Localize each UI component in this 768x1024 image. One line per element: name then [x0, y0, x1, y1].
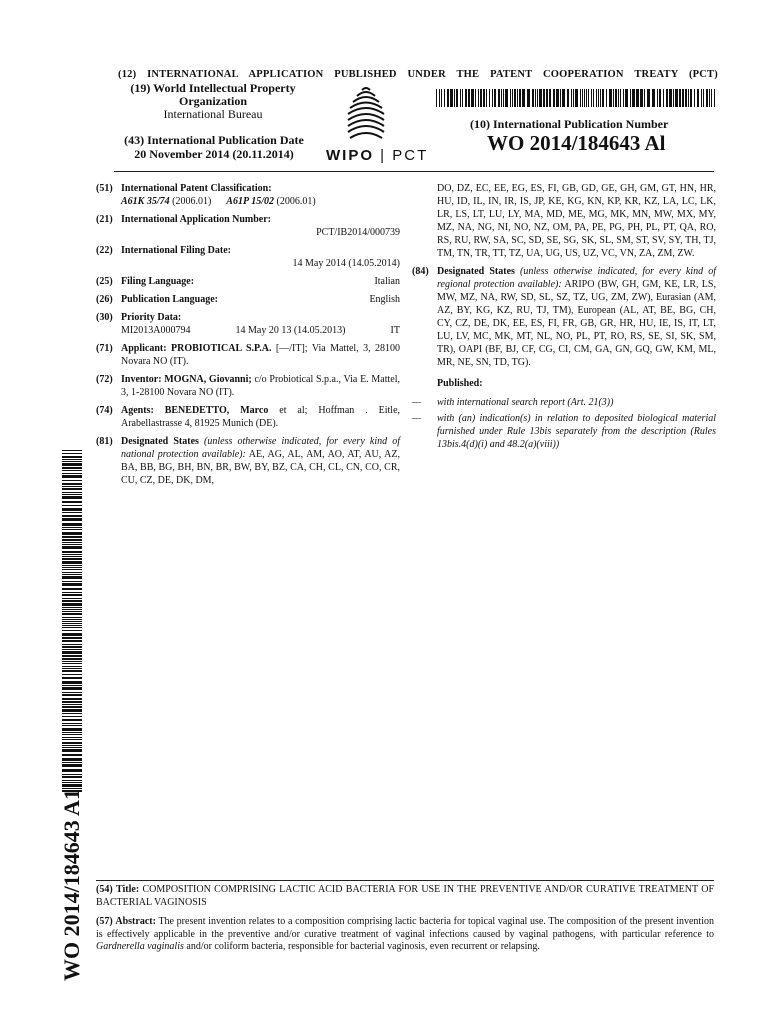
- barcode-bar: [623, 89, 624, 107]
- barcode-bar: [62, 581, 82, 582]
- published-item: [412, 396, 716, 409]
- barcode-bar: [62, 561, 82, 564]
- barcode-bar: [62, 661, 82, 662]
- priority-app: MI2013A000794: [121, 325, 191, 336]
- field-22-num: (22): [96, 245, 113, 256]
- barcode-bar: [701, 89, 702, 107]
- barcode-bar: [62, 625, 82, 626]
- barcode-bar: [62, 681, 82, 684]
- org-line-2: Organization: [179, 94, 247, 108]
- barcode-bar: [62, 567, 82, 568]
- barcode-bar: [673, 89, 674, 107]
- barcode-bar: [62, 463, 82, 466]
- barcode-bar: [62, 764, 82, 767]
- field-21-num: (21): [96, 214, 113, 225]
- barcode-bar: [62, 483, 82, 485]
- barcode-bar: [62, 747, 82, 748]
- barcode-bar: [62, 725, 82, 726]
- barcode-bar: [62, 784, 82, 787]
- barcode-bar: [62, 539, 82, 541]
- barcode-bar: [62, 701, 82, 703]
- barcode-bar: [675, 89, 678, 107]
- barcode-bar: [62, 776, 82, 778]
- barcode-bar: [644, 89, 645, 107]
- barcode-bar: [62, 556, 82, 557]
- barcode-bar: [62, 551, 82, 553]
- barcode-bar: [62, 719, 82, 721]
- abstract-organism: Gardnerella vaginalis: [96, 941, 184, 952]
- barcode-bar: [436, 89, 437, 107]
- barcode-bar: [685, 89, 687, 107]
- barcode-bar: [522, 89, 525, 107]
- barcode-bar: [62, 758, 82, 761]
- barcode-bar: [62, 637, 82, 639]
- barcode-bar: [62, 762, 82, 763]
- abstract-text-2: and/or coliform bacteria, responsible for bacterial vaginosis, even recurrent or relapsing.: [186, 941, 540, 952]
- barcode-bar: [62, 558, 82, 560]
- barcode-bar: [62, 627, 82, 628]
- barcode-bar: [62, 453, 82, 454]
- ipc-class-1: A61K 35/74: [121, 196, 170, 207]
- barcode-bar: [62, 677, 82, 679]
- barcode-bar: [62, 663, 82, 664]
- barcode-bar: [62, 583, 82, 586]
- barcode-bar: [62, 576, 82, 579]
- barcode-bar: [62, 685, 82, 686]
- barcode-bar: [62, 633, 82, 636]
- barcode-bar: [62, 518, 82, 521]
- barcode-bar: [532, 89, 534, 107]
- barcode-bar: [456, 89, 458, 107]
- field-51-num: (51): [96, 183, 113, 194]
- barcode-bar: [694, 89, 695, 107]
- barcode-bar: [62, 617, 82, 618]
- field-26-num: (26): [96, 294, 113, 305]
- field-84: [412, 265, 716, 369]
- barcode-bar: [62, 588, 82, 590]
- abstract-num: (57): [96, 916, 113, 927]
- barcode-bar: [591, 89, 592, 107]
- barcode-bar: [62, 542, 82, 543]
- barcode-bar: [450, 89, 453, 107]
- barcode-bar: [62, 666, 82, 667]
- barcode-bar: [588, 89, 589, 107]
- barcode-bar: [630, 89, 631, 107]
- barcode-bar: [62, 613, 82, 615]
- barcode-bar: [613, 89, 614, 107]
- abstract-label: Abstract:: [115, 916, 156, 927]
- pub-number-label: (10) International Publication Number: [470, 117, 669, 131]
- barcode-bar: [62, 536, 82, 538]
- barcode-bar: [62, 492, 82, 493]
- barcode-bar: [666, 89, 668, 107]
- barcode-bar: [657, 89, 658, 107]
- barcode-bar: [625, 89, 628, 107]
- ipc-class-2: A61P 15/02: [226, 196, 274, 207]
- barcode-bar: [62, 470, 82, 471]
- barcode-bar: [62, 621, 82, 622]
- barcode-bar: [62, 754, 82, 756]
- field-25-label: Filing Language:: [121, 276, 195, 287]
- barcode-bar: [62, 527, 82, 528]
- barcode-bar: [596, 89, 597, 107]
- barcode-bar: [62, 692, 82, 693]
- field-22-label: International Filing Date:: [121, 245, 231, 256]
- field-81-num: (81): [96, 436, 113, 447]
- top-barcode-icon: [436, 89, 716, 107]
- field-81: [96, 435, 400, 487]
- barcode-bar: [62, 734, 82, 735]
- barcode-bar: [475, 89, 476, 107]
- barcode-bar: [505, 89, 508, 107]
- barcode-bar: [615, 89, 617, 107]
- barcode-bar: [62, 737, 82, 738]
- barcode-bar: [62, 694, 82, 696]
- barcode-bar: [600, 89, 601, 107]
- barcode-bar: [62, 569, 82, 570]
- barcode-bar: [659, 89, 661, 107]
- publication-language: English: [369, 294, 400, 305]
- barcode-bar: [62, 475, 82, 478]
- barcode-bar: [556, 89, 559, 107]
- field-25: [96, 275, 400, 288]
- abstract-text-1: The present invention relates to a composition comprising lactic bacteria for topical vaginal use. The composition of the present invention is effectively applicable in the preventive and/or curative treatment of vaginal infections caused by vaginal pathogens, with particular reference to: [96, 916, 714, 940]
- barcode-bar: [549, 89, 551, 107]
- barcode-bar: [682, 89, 684, 107]
- barcode-bar: [543, 89, 545, 107]
- field-72: [96, 373, 400, 399]
- barcode-bar: [609, 89, 612, 107]
- barcode-bar: [62, 600, 82, 602]
- barcode-bar: [62, 565, 82, 566]
- barcode-bar: [598, 89, 599, 107]
- barcode-bar: [539, 89, 542, 107]
- barcode-bar: [679, 89, 681, 107]
- barcode-bar: [663, 89, 664, 107]
- barcode-bar: [640, 89, 643, 107]
- field-84-label: Designated States: [437, 266, 515, 277]
- barcode-bar: [489, 89, 490, 107]
- side-barcode-icon: [62, 450, 82, 792]
- barcode-bar: [501, 89, 502, 107]
- field-81-qualifier: (unless otherwise indicated, for every kind of national protection available):: [121, 436, 400, 460]
- field-25-num: (25): [96, 276, 113, 287]
- barcode-bar: [62, 609, 82, 610]
- agent-name: BENEDETTO, Marco: [164, 405, 269, 416]
- field-72-label: Inventor:: [121, 374, 162, 385]
- field-74-num: (74): [96, 405, 113, 416]
- barcode-bar: [62, 450, 82, 451]
- filing-date: 14 May 2014 (14.05.2014): [292, 258, 400, 269]
- field-26: [96, 293, 400, 306]
- header-top-line: (12) INTERNATIONAL APPLICATION PUBLISHED UNDER THE PATENT COOPERATION TREATY (PCT): [118, 69, 718, 80]
- barcode-bar: [606, 89, 607, 107]
- abstract-section: [96, 916, 714, 954]
- barcode-bar: [527, 89, 530, 107]
- barcode-bar: [62, 486, 82, 487]
- pub-date-value: 20 November 2014 (20.11.2014): [134, 147, 294, 161]
- field-71-label: Applicant:: [121, 343, 167, 354]
- agent-address: et al; Hoffman . Eitle, Arabellastrasse 4, 81925 Munich (DE).: [121, 405, 401, 429]
- title-label: Title:: [116, 884, 140, 895]
- field-74: [96, 404, 400, 430]
- barcode-bar: [62, 704, 82, 705]
- barcode-bar: [62, 496, 82, 499]
- barcode-bar: [62, 780, 82, 781]
- vertical-publication-number: [59, 789, 84, 981]
- barcode-bar: [494, 89, 496, 107]
- barcode-bar: [546, 89, 548, 107]
- barcode-bar: [62, 646, 82, 648]
- barcode-bar: [62, 501, 82, 503]
- barcode-bar: [553, 89, 555, 107]
- published-label: Published:: [437, 378, 483, 389]
- ipc-class-1-date: (2006.01): [172, 196, 212, 207]
- header-divider: [114, 171, 714, 172]
- barcode-bar: [62, 544, 82, 545]
- field-74-label: Agents:: [121, 405, 154, 416]
- dash: —: [412, 397, 421, 408]
- barcode-bar: [537, 89, 538, 107]
- vertical-number-text: WO 2014/184643 A1: [59, 789, 84, 981]
- published-item-text: with (an) indication(s) in relation to deposited biological material furnished under Rule 13bis separately from the description (Rules 13bis.4(d)(i) and 48.2(a)(viii)): [437, 413, 716, 450]
- barcode-bar: [62, 456, 82, 458]
- barcode-bar: [441, 89, 442, 107]
- barcode-bar: [62, 769, 82, 772]
- barcode-bar: [62, 739, 82, 740]
- barcode-bar: [62, 732, 82, 733]
- barcode-bar: [62, 655, 82, 657]
- barcode-bar: [714, 89, 715, 107]
- field-72-num: (72): [96, 374, 113, 385]
- org-line-3: International Bureau: [163, 107, 263, 121]
- barcode-bar: [480, 89, 482, 107]
- barcode-bar: [462, 89, 463, 107]
- barcode-bar: [439, 89, 440, 107]
- barcode-bar: [503, 89, 504, 107]
- field-51-label: International Patent Classification:: [121, 183, 272, 194]
- filing-language: Italian: [374, 276, 400, 287]
- barcode-bar: [62, 529, 82, 530]
- barcode-bar: [62, 640, 82, 642]
- barcode-bar: [62, 728, 82, 731]
- published-item: [412, 412, 716, 451]
- wipo-logo-text: WIPO | PCT: [326, 147, 429, 164]
- barcode-bar: [62, 508, 82, 511]
- field-21: [96, 213, 400, 239]
- barcode-bar: [560, 89, 561, 107]
- field-84-qualifier: (unless otherwise indicated, for every kind of regional protection available):: [437, 266, 716, 290]
- barcode-bar: [582, 89, 583, 107]
- barcode-bar: [62, 603, 82, 606]
- barcode-bar: [465, 89, 467, 107]
- barcode-bar: [62, 459, 82, 460]
- barcode-bar: [618, 89, 619, 107]
- barcode-bar: [62, 488, 82, 490]
- barcode-bar: [62, 706, 82, 708]
- pub-number: WO 2014/184643 Al: [487, 131, 666, 155]
- barcode-bar: [62, 592, 82, 593]
- barcode-bar: [517, 89, 518, 107]
- field-30: [96, 311, 400, 337]
- barcode-bar: [586, 89, 587, 107]
- barcode-bar: [512, 89, 513, 107]
- field-30-label: Priority Data:: [121, 312, 182, 323]
- pub-date-label: (43) International Publication Date: [124, 133, 304, 147]
- barcode-bar: [514, 89, 516, 107]
- barcode-bar: [62, 698, 82, 700]
- regional-states: ARIPO (BW, GH, GM, KE, LR, LS, MW, MZ, NA, RW, SD, SL, SZ, TZ, UG, ZM, ZW), Eurasian (AM, AZ, BY, KG, KZ, RU, TJ, TM), European (AL, AT, BE, BG, CH, CY, CZ, DE, DK, EE, ES, FI, FR, GB, GR, HR, HU, IE, IS, IT, LT, LU, LV, MC, MK, MT, NL, NO, PL, PT, RO, RS, SE, SI, SK, SM, TR), OAPI (BF, BJ, CF, CG, CI, CM, GA, GN, GQ, GW, KM, ML, MR, NE, SN, TD, TG).: [437, 279, 716, 368]
- field-51: [96, 182, 400, 208]
- barcode-bar: [62, 512, 82, 513]
- barcode-bar: [62, 611, 82, 612]
- barcode-bar: [454, 89, 455, 107]
- barcode-bar: [711, 89, 712, 107]
- field-84-num: (84): [412, 266, 429, 277]
- organization-block: [118, 82, 308, 121]
- barcode-bar: [62, 607, 82, 608]
- barcode-bar: [492, 89, 493, 107]
- barcode-bar: [580, 89, 581, 107]
- barcode-bar: [62, 619, 82, 620]
- barcode-bar: [571, 89, 572, 107]
- field-81-label: Designated States: [121, 436, 199, 447]
- barcode-bar: [498, 89, 500, 107]
- field-71-num: (71): [96, 343, 113, 354]
- barcode-bar: [62, 742, 82, 744]
- barcode-bar: [62, 467, 82, 469]
- pct-word: PCT: [392, 147, 429, 164]
- org-line-1: (19) World Intellectual Property: [130, 81, 296, 95]
- dash: —: [412, 413, 421, 424]
- barcode-bar: [62, 523, 82, 526]
- barcode-bar: [478, 89, 479, 107]
- barcode-bar: [584, 89, 585, 107]
- barcode-bar: [62, 782, 82, 783]
- barcode-bar: [62, 554, 82, 555]
- left-column: [96, 182, 400, 492]
- barcode-bar: [709, 89, 710, 107]
- barcode-bar: [62, 668, 82, 669]
- barcode-bar: [62, 745, 82, 746]
- barcode-bar: [444, 89, 445, 107]
- priority-date: 14 May 20 13 (14.05.2013): [235, 325, 346, 336]
- ipc-class-2-date: (2006.01): [276, 196, 316, 207]
- barcode-bar: [447, 89, 449, 107]
- right-column: [412, 182, 716, 454]
- barcode-bar: [471, 89, 474, 107]
- national-states: AE, AG, AL, AM, AO, AT, AU, AZ, BA, BB, BG, BH, BN, BR, BW, BY, BZ, CA, CH, CL, CN, CO, CR, CU, CZ, DE, DK, DM,: [121, 449, 400, 486]
- barcode-bar: [62, 598, 82, 599]
- field-26-label: Publication Language:: [121, 294, 218, 305]
- national-states-continued: DO, DZ, EC, EE, EG, ES, FI, GB, GD, GE, GH, GM, GT, HN, HR, HU, ID, IL, IN, IR, IS, JP, KE, KG, KN, KP, KR, KZ, LA, LC, LK, LR, LS, LT, LU, LY, MA, MD, ME, MG, MK, MN, MW, MX, MY, MZ, NA, NG, NI, NO, NZ, OM, PA, PE, PG, PH, PL, PT, QA, RO, RS, RU, RW, SA, SC, SD, SE, SG, SK, SL, SM, ST, SV, SY, TH, TJ, TM, TN, TR, TT, TZ, UA, UG, US, UZ, VC, VN, ZA, ZM, ZW.: [437, 183, 716, 259]
- published-item-text: with international search report (Art. 21(3)): [437, 397, 614, 408]
- title-text: COMPOSITION COMPRISING LACTIC ACID BACTERIA FOR USE IN THE PREVENTIVE AND/OR CURATIVE TREATMENT OF BACTERIAL VAGINOSIS: [96, 884, 715, 908]
- barcode-bar: [602, 89, 604, 107]
- applicant-name: PROBIOTICAL S.P.A.: [171, 343, 272, 354]
- barcode-bar: [688, 89, 689, 107]
- barcode-bar: [697, 89, 699, 107]
- field-30-num: (30): [96, 312, 113, 323]
- inventor-address: c/o Probiotical S.p.a., Via E. Mattel, 3, 1-28100 Novara NO (IT).: [121, 374, 401, 398]
- barcode-bar: [62, 546, 82, 549]
- barcode-bar: [62, 687, 82, 690]
- publication-date-block: [114, 133, 314, 161]
- barcode-bar: [62, 630, 82, 631]
- barcode-bar: [62, 658, 82, 660]
- title-num: (54): [96, 884, 113, 895]
- barcode-bar: [62, 574, 82, 575]
- barcode-bar: [62, 532, 82, 535]
- barcode-bar: [575, 89, 578, 107]
- barcode-bar: [706, 89, 708, 107]
- barcode-bar: [62, 644, 82, 645]
- barcode-bar: [620, 89, 621, 107]
- barcode-bar: [486, 89, 487, 107]
- barcode-bar: [632, 89, 635, 107]
- barcode-bar: [62, 713, 82, 714]
- bottom-divider: [96, 880, 714, 881]
- barcode-bar: [510, 89, 511, 107]
- title-section: [96, 884, 714, 909]
- barcode-bar: [62, 572, 82, 573]
- barcode-bar: [567, 89, 569, 107]
- wipo-word: WIPO: [326, 147, 374, 164]
- barcode-bar: [62, 670, 82, 672]
- inventor-name: MOGNA, Giovanni;: [164, 374, 252, 385]
- barcode-bar: [62, 623, 82, 624]
- barcode-bar: [519, 89, 521, 107]
- barcode-bar: [483, 89, 485, 107]
- barcode-bar: [468, 89, 470, 107]
- barcode-bar: [652, 89, 655, 107]
- barcode-bar: [62, 461, 82, 462]
- barcode-bar: [62, 515, 82, 517]
- barcode-bar: [62, 505, 82, 506]
- barcode-bar: [62, 716, 82, 717]
- barcode-bar: [562, 89, 565, 107]
- barcode-bar: [62, 709, 82, 712]
- barcode-bar: [636, 89, 639, 107]
- applicant-address: [—/IT]; Via Mattel, 3, 28100 Novara NO (IT).: [121, 343, 401, 367]
- barcode-bar: [62, 749, 82, 752]
- barcode-bar: [62, 651, 82, 654]
- field-71: [96, 342, 400, 368]
- barcode-bar: [62, 473, 82, 474]
- barcode-bar: [573, 89, 574, 107]
- barcode-bar: [62, 594, 82, 596]
- barcode-bar: [593, 89, 594, 107]
- barcode-bar: [535, 89, 536, 107]
- barcode-bar: [62, 723, 82, 724]
- barcode-bar: [690, 89, 692, 107]
- barcode-bar: [62, 494, 82, 495]
- barcode-bar: [703, 89, 704, 107]
- barcode-bar: [62, 774, 82, 775]
- priority-country: IT: [390, 325, 400, 336]
- barcode-bar: [460, 89, 461, 107]
- barcode-bar: [62, 674, 82, 675]
- barcode-bar: [62, 480, 82, 481]
- application-number: PCT/IB2014/000739: [316, 227, 400, 238]
- barcode-bar: [669, 89, 672, 107]
- barcode-bar: [62, 649, 82, 650]
- field-21-label: International Application Number:: [121, 214, 272, 225]
- field-22: [96, 244, 400, 270]
- barcode-bar: [647, 89, 650, 107]
